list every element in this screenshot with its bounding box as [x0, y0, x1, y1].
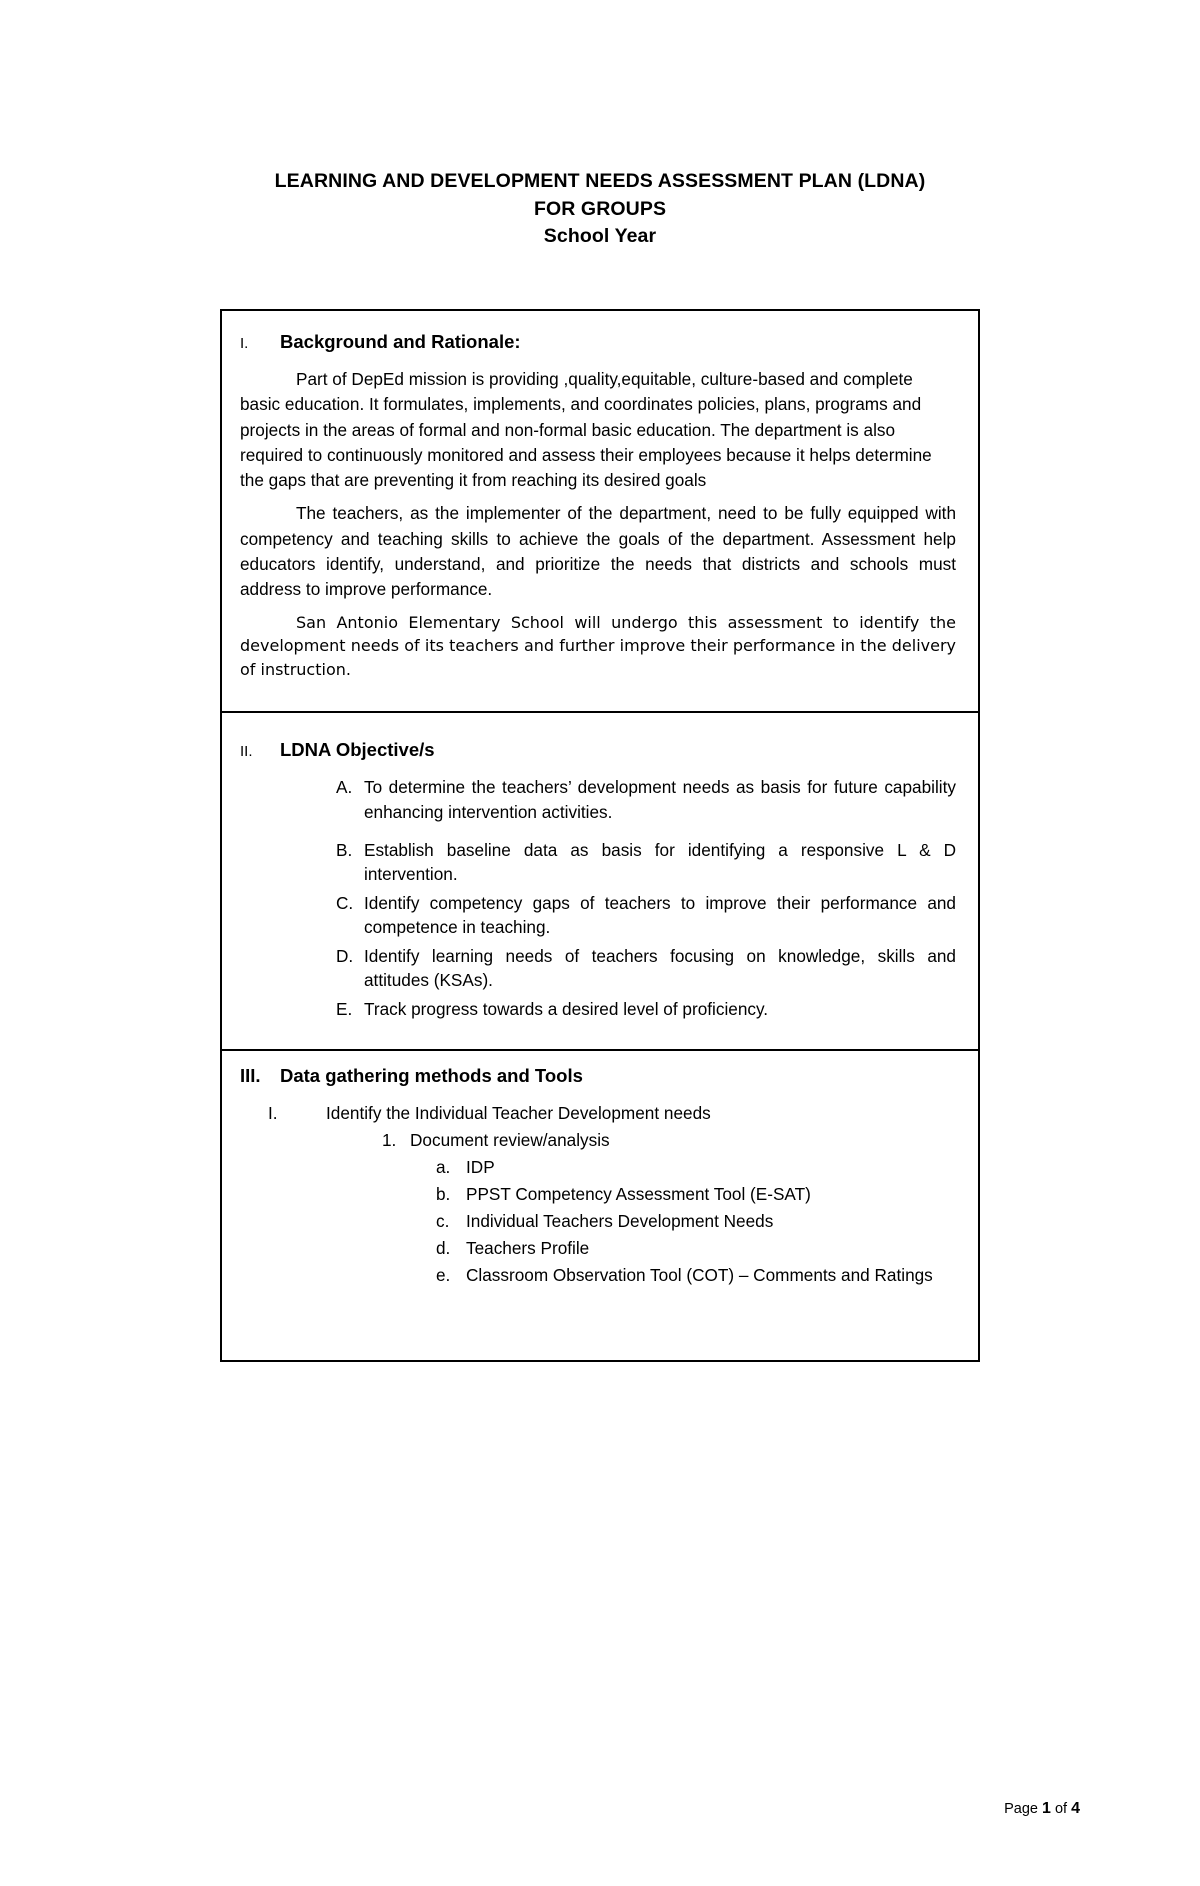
objective-marker-d: D.	[336, 945, 354, 966]
section-i-numeral: I.	[240, 335, 249, 353]
objective-marker-a: A.	[336, 777, 353, 798]
paragraph-1: Part of DepEd mission is providing ,quality,equitable, culture-based and complete basic education. It formulates, implements, and coordinates policies, plans, programs and projects in the areas of formal and non-formal basic education. The department is also required to continuously monitored and assess their employees because it helps determine the gaps that are preventing it from reaching its desired goals	[240, 369, 932, 491]
section-data-gathering	[222, 1049, 978, 1360]
list-item	[336, 838, 956, 887]
list-item	[336, 997, 956, 1021]
list-item	[436, 1209, 956, 1234]
section-iii-numeral: III.	[240, 1064, 261, 1086]
level3-text-a: IDP	[466, 1156, 495, 1177]
objective-marker-b: B.	[336, 839, 353, 860]
methods-level3-list	[240, 1155, 956, 1288]
section-i-heading	[240, 331, 956, 353]
level2-marker: 1.	[382, 1129, 397, 1150]
list-item	[436, 1155, 956, 1180]
level1-marker: I.	[268, 1102, 278, 1123]
methods-level1-list	[240, 1101, 956, 1126]
page-footer	[1004, 1800, 1080, 1818]
list-item	[382, 1128, 956, 1153]
section-background-rationale	[222, 311, 978, 711]
level3-text-e: Classroom Observation Tool (COT) – Comments and Ratings	[466, 1264, 933, 1285]
list-item	[336, 775, 956, 824]
level2-text: Document review/analysis	[410, 1129, 610, 1150]
section-i-title: Background and Rationale:	[280, 331, 521, 353]
level3-marker-a: a.	[436, 1156, 451, 1177]
level3-text-c: Individual Teachers Development Needs	[466, 1210, 774, 1231]
list-item	[436, 1236, 956, 1261]
objective-text-e: Track progress towards a desired level of proficiency.	[364, 998, 769, 1019]
section-ii-title: LDNA Objective/s	[280, 739, 435, 761]
section-iii-heading	[240, 1065, 956, 1087]
level3-text-b: PPST Competency Assessment Tool (E-SAT)	[466, 1183, 811, 1204]
objectives-list	[240, 775, 956, 1021]
section-ii-heading	[240, 739, 956, 761]
level3-marker-b: b.	[436, 1183, 451, 1204]
section-ldna-objectives	[222, 711, 978, 1049]
methods-level2-list	[240, 1128, 956, 1153]
footer-total-pages: 4	[1071, 1800, 1080, 1817]
footer-current-page: 1	[1042, 1800, 1051, 1817]
list-item	[436, 1182, 956, 1207]
objective-text-d: Identify learning needs of teachers focusing on knowledge, skills and attitudes (KSAs).	[364, 945, 956, 991]
objective-text-c: Identify competency gaps of teachers to improve their performance and competence in teaching.	[364, 892, 956, 938]
level3-marker-c: c.	[436, 1210, 450, 1231]
section-iii-title: Data gathering methods and Tools	[280, 1064, 583, 1086]
level1-text: Identify the Individual Teacher Development needs	[326, 1102, 711, 1123]
title-line-2: FOR GROUPS	[533, 197, 667, 220]
title-line-3: School Year	[543, 225, 657, 248]
page-title	[0, 0, 1200, 251]
content-table	[220, 309, 980, 1361]
objective-marker-c: C.	[336, 892, 354, 913]
title-line-1: LEARNING AND DEVELOPMENT NEEDS ASSESSMENT PLAN (LDNA)	[274, 170, 926, 192]
list-item	[436, 1263, 956, 1288]
paragraph-2: The teachers, as the implementer of the department, need to be fully equipped with competency and teaching skills to achieve the goals of the department. Assessment help educators identify, understand, and prioritize the needs that districts and schools must address to improve performance.	[240, 503, 956, 600]
list-item	[336, 891, 956, 940]
footer-separator: of	[1054, 1801, 1068, 1817]
objective-marker-e: E.	[336, 998, 353, 1019]
level3-marker-d: d.	[436, 1237, 451, 1258]
footer-prefix: Page	[1004, 1801, 1038, 1817]
section-ii-numeral: II.	[240, 743, 253, 761]
level3-marker-e: e.	[436, 1264, 451, 1285]
level3-text-d: Teachers Profile	[466, 1237, 590, 1258]
paragraph-3: San Antonio Elementary School will undergo this assessment to identify the development needs of its teachers and further improve their performance in the delivery of instruction.	[240, 612, 956, 679]
list-item	[240, 1101, 956, 1126]
objective-text-a: To determine the teachers’ development needs as basis for future capability enhancing intervention activities.	[364, 777, 956, 822]
objective-text-b: Establish baseline data as basis for identifying a responsive L & D intervention.	[364, 839, 956, 885]
list-item	[336, 944, 956, 993]
